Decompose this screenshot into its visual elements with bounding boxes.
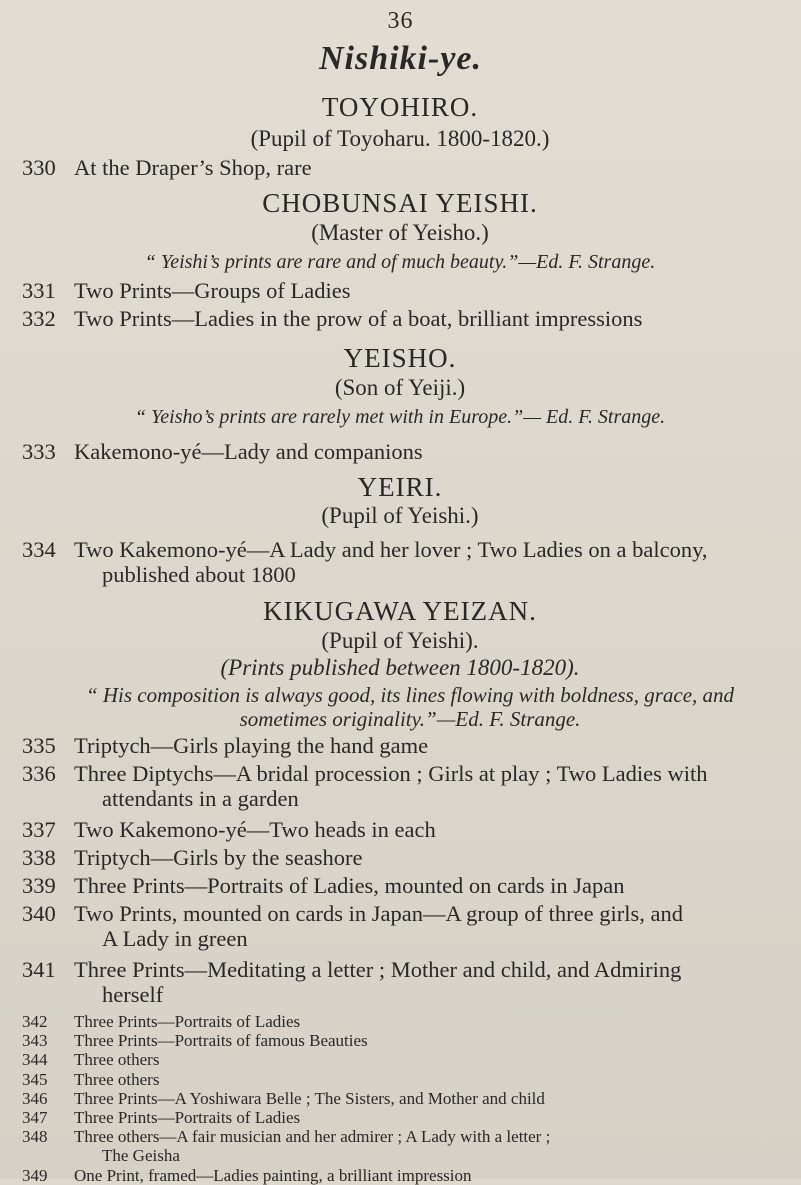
lot-description-continued: attendants in a garden — [102, 786, 299, 811]
lot-description-continued: published about 1800 — [102, 562, 296, 587]
artist-name-toyohiro: TOYOHIRO. — [321, 92, 479, 122]
artist-quote-yeisho: “ Yeisho’s prints are rarely met with in Europe.”— Ed. F. Strange. — [134, 406, 666, 428]
lot-description: At the Draper’s Shop, rare — [74, 155, 312, 180]
lot-description: Two Prints, mounted on cards in Japan—A group of three girls, and — [74, 901, 683, 926]
lot-description-continued: herself — [102, 982, 164, 1007]
lot-description: Three others—A fair musician and her admirer ; A Lady with a letter ; — [74, 1127, 551, 1147]
lot-description: Two Prints—Ladies in the prow of a boat, brilliant impressions — [74, 306, 643, 331]
lot-description: Three Prints—A Yoshiwara Belle ; The Sisters, and Mother and child — [74, 1088, 545, 1108]
lot-description: Triptych—Girls playing the hand game — [74, 733, 429, 758]
page-number: 36 — [387, 8, 414, 34]
lot-description: Three others — [74, 1069, 160, 1089]
lot-number: 343 — [22, 1031, 48, 1051]
lot-number: 345 — [22, 1069, 48, 1089]
artist-quote-yeishi: “ Yeishi’s prints are rare and of much beauty.”—Ed. F. Strange. — [144, 251, 656, 273]
artist-note-yeiri: (Pupil of Yeishi.) — [321, 503, 479, 528]
lot-number: 334 — [22, 537, 56, 562]
artist-quote-yeizan: “ His composition is always good, its lines flowing with boldness, grace, and sometimes originality.”—Ed. F. Strange. — [85, 683, 735, 731]
lot-description: Triptych—Girls by the seashore — [74, 845, 363, 870]
lot-number: 337 — [22, 817, 56, 842]
lot-number: 349 — [22, 1165, 48, 1185]
lot-number: 341 — [22, 957, 56, 982]
lot-number: 330 — [22, 155, 56, 180]
lot-description: Three Diptychs—A bridal procession ; Girls at play ; Two Ladies with — [74, 761, 708, 786]
lot-description: Three Prints—Portraits of famous Beauties — [74, 1031, 368, 1051]
lot-description: Two Kakemono-yé—Two heads in each — [74, 817, 436, 842]
lot-number: 348 — [22, 1127, 48, 1147]
artist-name-yeizan: KIKUGAWA YEIZAN. — [263, 596, 537, 626]
lot-description: One Print, framed—Ladies painting, a brilliant impression — [74, 1165, 472, 1185]
lot-description: Three Prints—Meditating a letter ; Mother and child, and Admiring — [74, 957, 682, 982]
lot-description: Kakemono-yé—Lady and companions — [74, 439, 423, 464]
lot-description: Two Kakemono-yé—A Lady and her lover ; Two Ladies on a balcony, — [74, 537, 708, 562]
artist-note-yeishi: (Master of Yeisho.) — [311, 220, 489, 245]
artist-note-yeizan: (Pupil of Yeishi). — [321, 628, 479, 653]
lot-number: 346 — [22, 1088, 48, 1108]
page-heading: Nishiki-ye. — [318, 40, 483, 77]
lot-number: 338 — [22, 845, 56, 870]
artist-name-yeiri: YEIRI. — [357, 472, 443, 502]
lot-number: 331 — [22, 278, 56, 303]
lot-number: 335 — [22, 733, 56, 758]
lot-number: 340 — [22, 901, 56, 926]
lot-number: 332 — [22, 306, 56, 331]
artist-note-yeisho: (Son of Yeiji.) — [334, 375, 466, 400]
lot-description: Three Prints—Portraits of Ladies — [74, 1012, 301, 1031]
lot-number: 336 — [22, 761, 56, 786]
lot-description: Two Prints—Groups of Ladies — [74, 278, 351, 303]
artist-note-toyohiro: (Pupil of Toyoharu. 1800-1820.) — [250, 126, 550, 151]
lot-number: 339 — [22, 873, 56, 898]
artist-name-yeisho: YEISHO. — [343, 343, 457, 373]
artist-dates-yeizan: (Prints published between 1800-1820). — [220, 655, 580, 680]
lot-number: 344 — [22, 1050, 48, 1070]
lot-description: Three others — [74, 1050, 160, 1070]
lot-description-continued: A Lady in green — [102, 926, 248, 951]
lot-number: 333 — [22, 439, 56, 464]
lot-description: Three Prints—Portraits of Ladies, mounted on cards in Japan — [74, 873, 625, 898]
lot-description-continued: The Geisha — [102, 1146, 180, 1166]
lot-description: Three Prints—Portraits of Ladies — [74, 1108, 301, 1127]
lot-number: 347 — [22, 1108, 48, 1127]
artist-name-yeishi: CHOBUNSAI YEISHI. — [262, 188, 538, 218]
lot-number: 342 — [22, 1012, 48, 1031]
